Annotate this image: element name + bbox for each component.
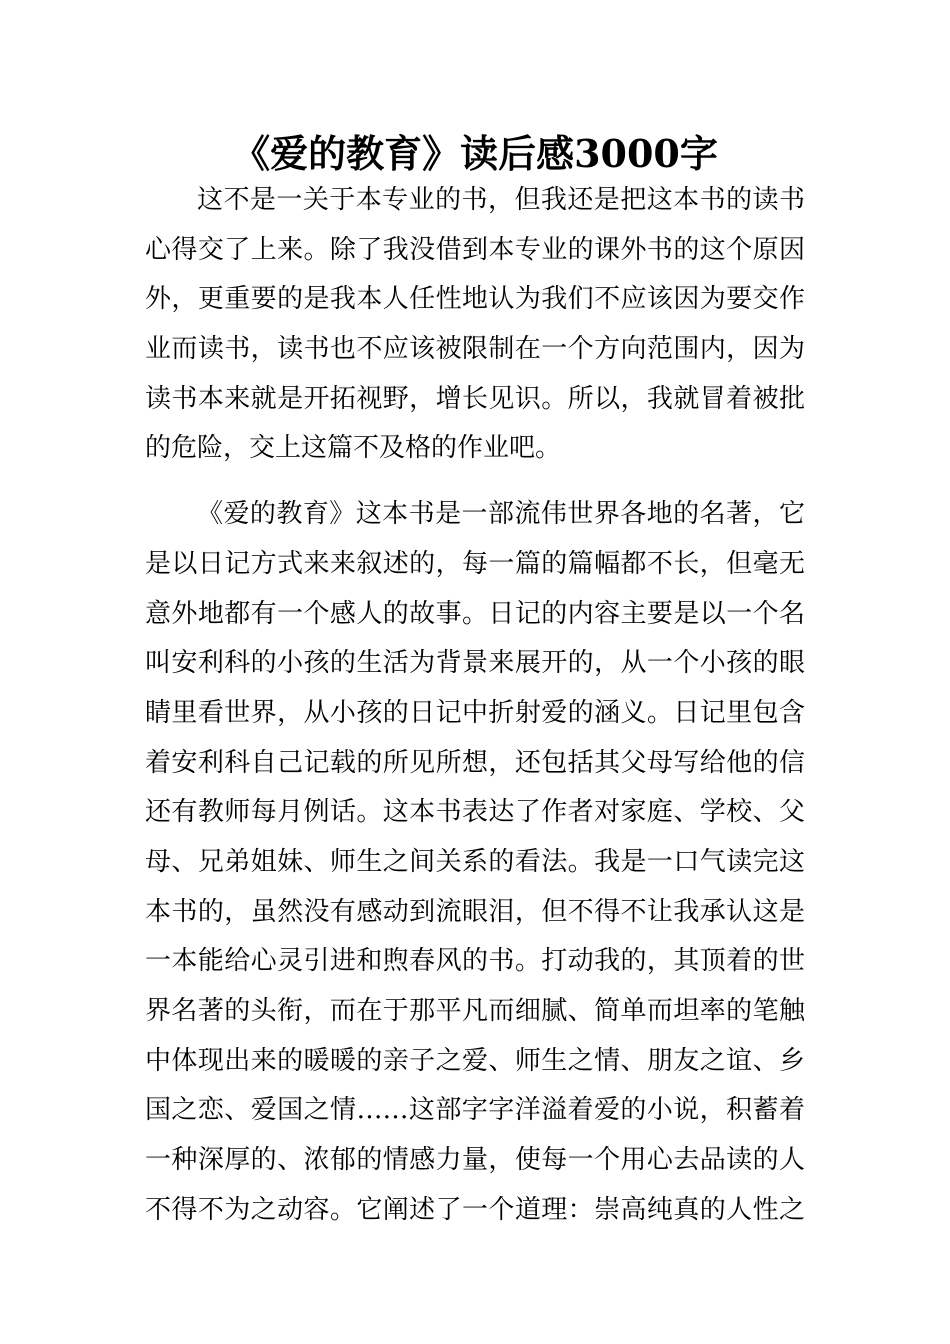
document-body: [145, 176, 805, 1235]
text-line: 中体现出来的暖暖的亲子之爱、师生之情、朋友之谊、乡: [145, 1045, 805, 1076]
text-line: 还有教师每月例话。这本书表达了作者对家庭、学校、父: [145, 797, 805, 828]
text-line: 的危险，交上这篇不及格的作业吧。: [145, 433, 562, 464]
text-line: 不得不为之动容。它阐述了一个道理：崇高纯真的人性之: [145, 1194, 805, 1225]
text-line: 《爱的教育》这本书是一部流伟世界各地的名著，它: [197, 499, 805, 530]
paragraph-spacer: [145, 474, 805, 490]
text-line: 是以日记方式来来叙述的，每一篇的篇幅都不长，但毫无: [145, 548, 805, 579]
text-line: 业而读书，读书也不应该被限制在一个方向范围内，因为: [145, 334, 805, 365]
text-line: 界名著的头衔，而在于那平凡而细腻、简单而坦率的笔触: [145, 996, 805, 1026]
text-line: 一种深厚的、浓郁的情感力量，使每一个用心去品读的人: [145, 1145, 805, 1176]
text-line: 一本能给心灵引进和煦春风的书。打动我的，其顶着的世: [145, 946, 805, 977]
text-line: 意外地都有一个感人的故事。日记的内容主要是以一个名: [145, 598, 805, 629]
text-line: 睛里看世界，从小孩的日记中折射爱的涵义。日记里包含: [145, 697, 805, 728]
text-line: 本书的，虽然没有感动到流眼泪，但不得不让我承认这是: [145, 896, 805, 927]
text-line: 国之恋、爱国之情……这部字字洋溢着爱的小说，积蓄着: [145, 1095, 805, 1126]
text-line: 着安利科自己记载的所见所想，还包括其父母写给他的信: [145, 747, 805, 778]
text-line: 这不是一关于本专业的书，但我还是把这本书的读书: [197, 185, 805, 215]
text-line: 叫安利科的小孩的生活为背景来展开的，从一个小孩的眼: [145, 648, 805, 679]
document-title: 《爱的教育》读后感3000字: [232, 131, 718, 176]
paragraph-1: [145, 176, 805, 474]
text-line: 母、兄弟姐妹、师生之间关系的看法。我是一口气读完这: [145, 846, 805, 877]
paragraph-2: [145, 490, 805, 1235]
text-line: 心得交了上来。除了我没借到本专业的课外书的这个原因: [145, 234, 805, 265]
text-line: 外，更重要的是我本人任性地认为我们不应该因为要交作: [145, 284, 805, 315]
text-line: 读书本来就是开拓视野，增长见识。所以，我就冒着被批: [145, 383, 805, 414]
